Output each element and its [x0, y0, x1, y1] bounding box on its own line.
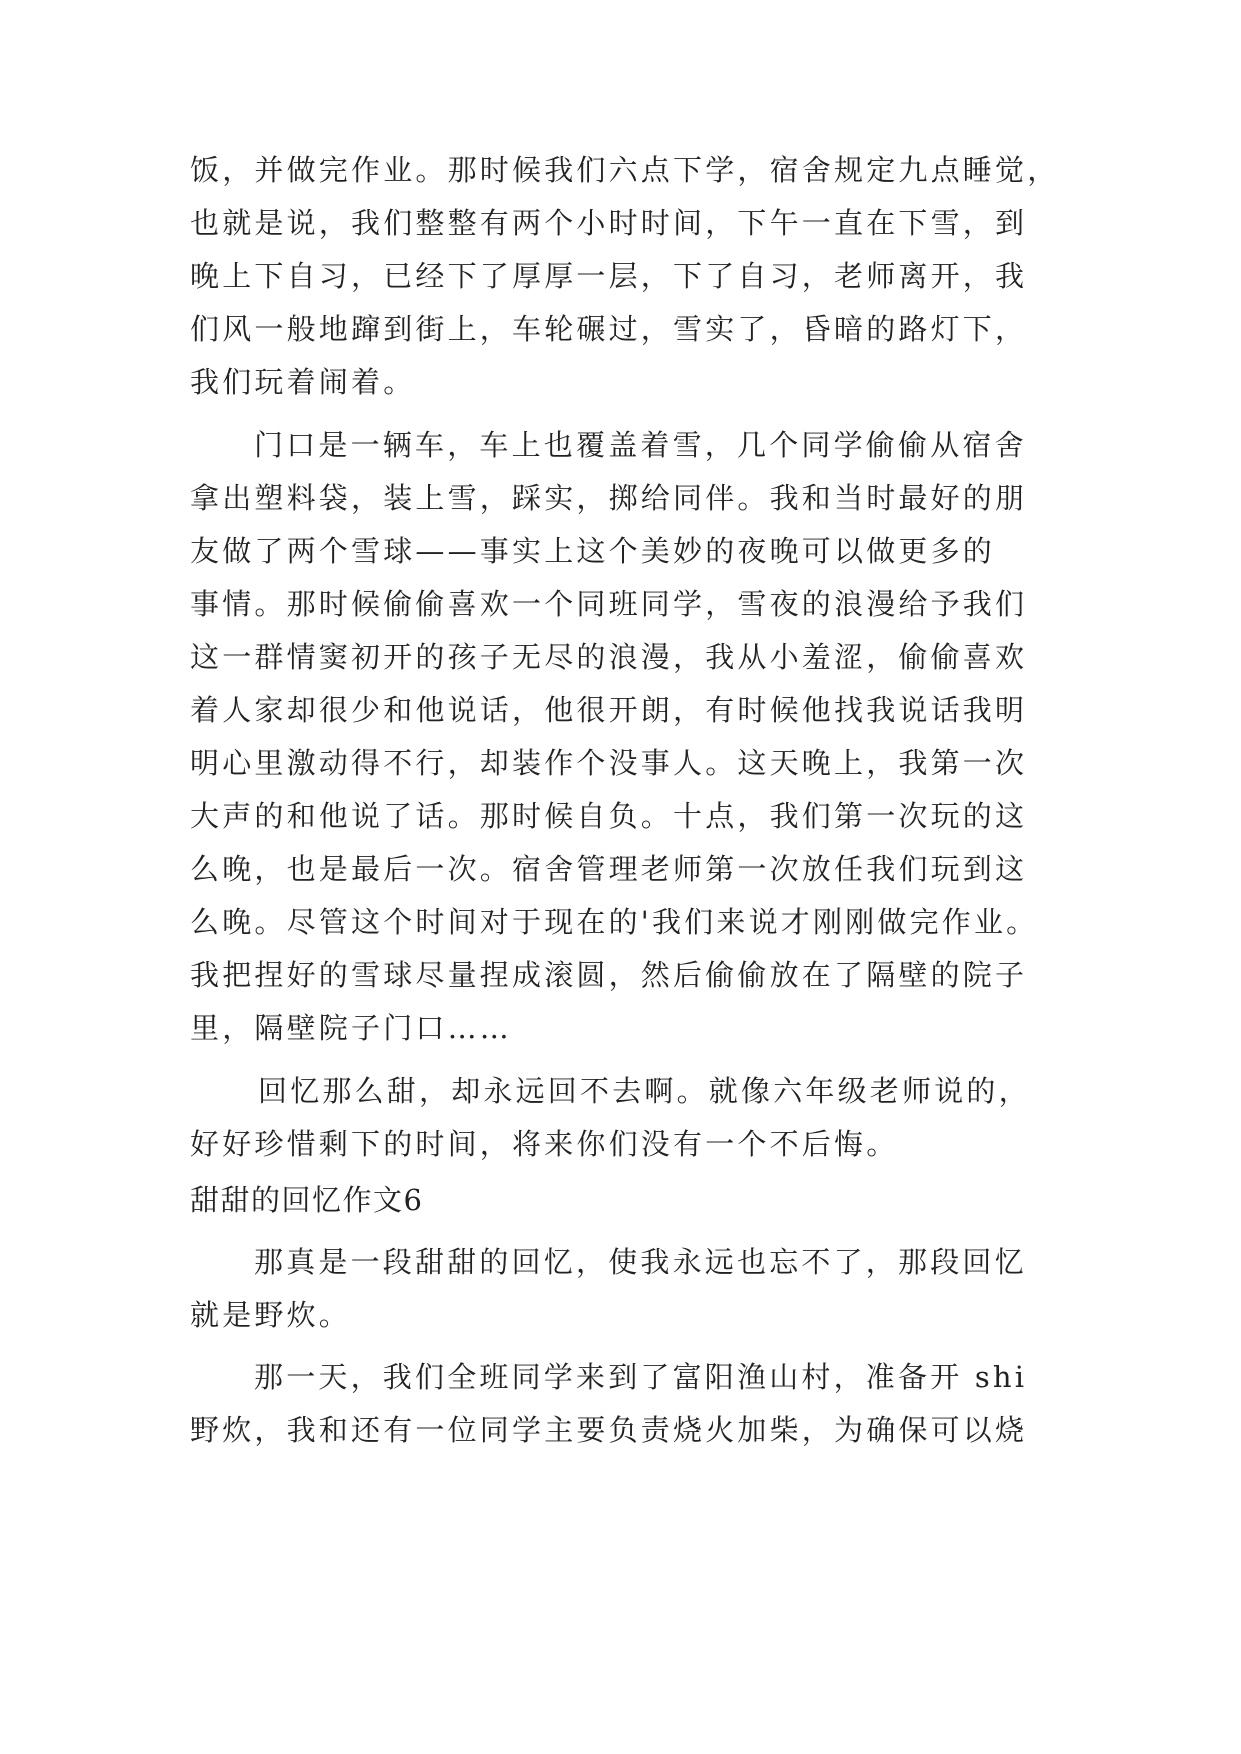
- paragraph-line: 晚上下自习，已经下了厚厚一层，下了自习，老师离开，我: [190, 259, 1028, 293]
- paragraph-line: 这一群情窦初开的孩子无尽的浪漫，我从小羞涩，偷偷喜欢: [190, 640, 1028, 674]
- paragraph-line: 么晚。尽管这个时间对于现在的'我们来说才刚刚做完作业。: [190, 905, 1039, 939]
- paragraph-line: 好好珍惜剩下的时间，将来你们没有一个不后悔。: [190, 1127, 899, 1161]
- section-heading: 甜甜的回忆作文6: [190, 1183, 424, 1217]
- paragraph-line: 我把捏好的雪球尽量捏成滚圆，然后偷偷放在了隔壁的院子: [190, 958, 1028, 992]
- paragraph-line: 那真是一段甜甜的回忆，使我永远也忘不了，那段回忆: [254, 1245, 1027, 1279]
- paragraph-line: 着人家却很少和他说话，他很开朗，有时候他找我说话我明: [190, 693, 1028, 727]
- paragraph-line: 饭，并做完作业。那时候我们六点下学，宿舍规定九点睡觉，: [190, 153, 1060, 187]
- paragraph-line: 大声的和他说了话。那时候自负。十点，我们第一次玩的这: [190, 799, 1028, 833]
- paragraph-line: 事情。那时候偷偷喜欢一个同班同学，雪夜的浪漫给予我们: [190, 587, 1028, 621]
- paragraph-line: 么晚，也是最后一次。宿舍管理老师第一次放任我们玩到这: [190, 852, 1028, 886]
- paragraph-line: 野炊，我和还有一位同学主要负责烧火加柴，为确保可以烧: [190, 1413, 1028, 1447]
- paragraph-line: 拿出塑料袋，装上雪，踩实，掷给同伴。我和当时最好的朋: [190, 481, 1028, 515]
- paragraph-line: 明心里激动得不行，却装作个没事人。这天晚上，我第一次: [190, 746, 1028, 780]
- paragraph-line: 就是野炊。: [190, 1298, 352, 1332]
- paragraph-line: 那一天，我们全班同学来到了富阳渔山村，准备开 shi: [254, 1360, 1028, 1394]
- paragraph-line: 也就是说，我们整整有两个小时时间，下午一直在下雪，到: [190, 206, 1028, 240]
- paragraph-line: 门口是一辆车，车上也覆盖着雪，几个同学偷偷从宿舍: [254, 428, 1027, 462]
- document-page: [190, 0, 1060, 1754]
- paragraph-line: 们风一般地蹿到街上，车轮碾过，雪实了，昏暗的路灯下，: [190, 312, 1028, 346]
- paragraph-line: 友做了两个雪球——事实上这个美妙的夜晚可以做更多的: [190, 534, 996, 568]
- paragraph-line: 回忆那么甜，却永远回不去啊。就像六年级老师说的，: [258, 1074, 1031, 1108]
- paragraph-line: 我们玩着闹着。: [190, 365, 416, 399]
- paragraph-line: 里，隔壁院子门口……: [190, 1011, 513, 1045]
